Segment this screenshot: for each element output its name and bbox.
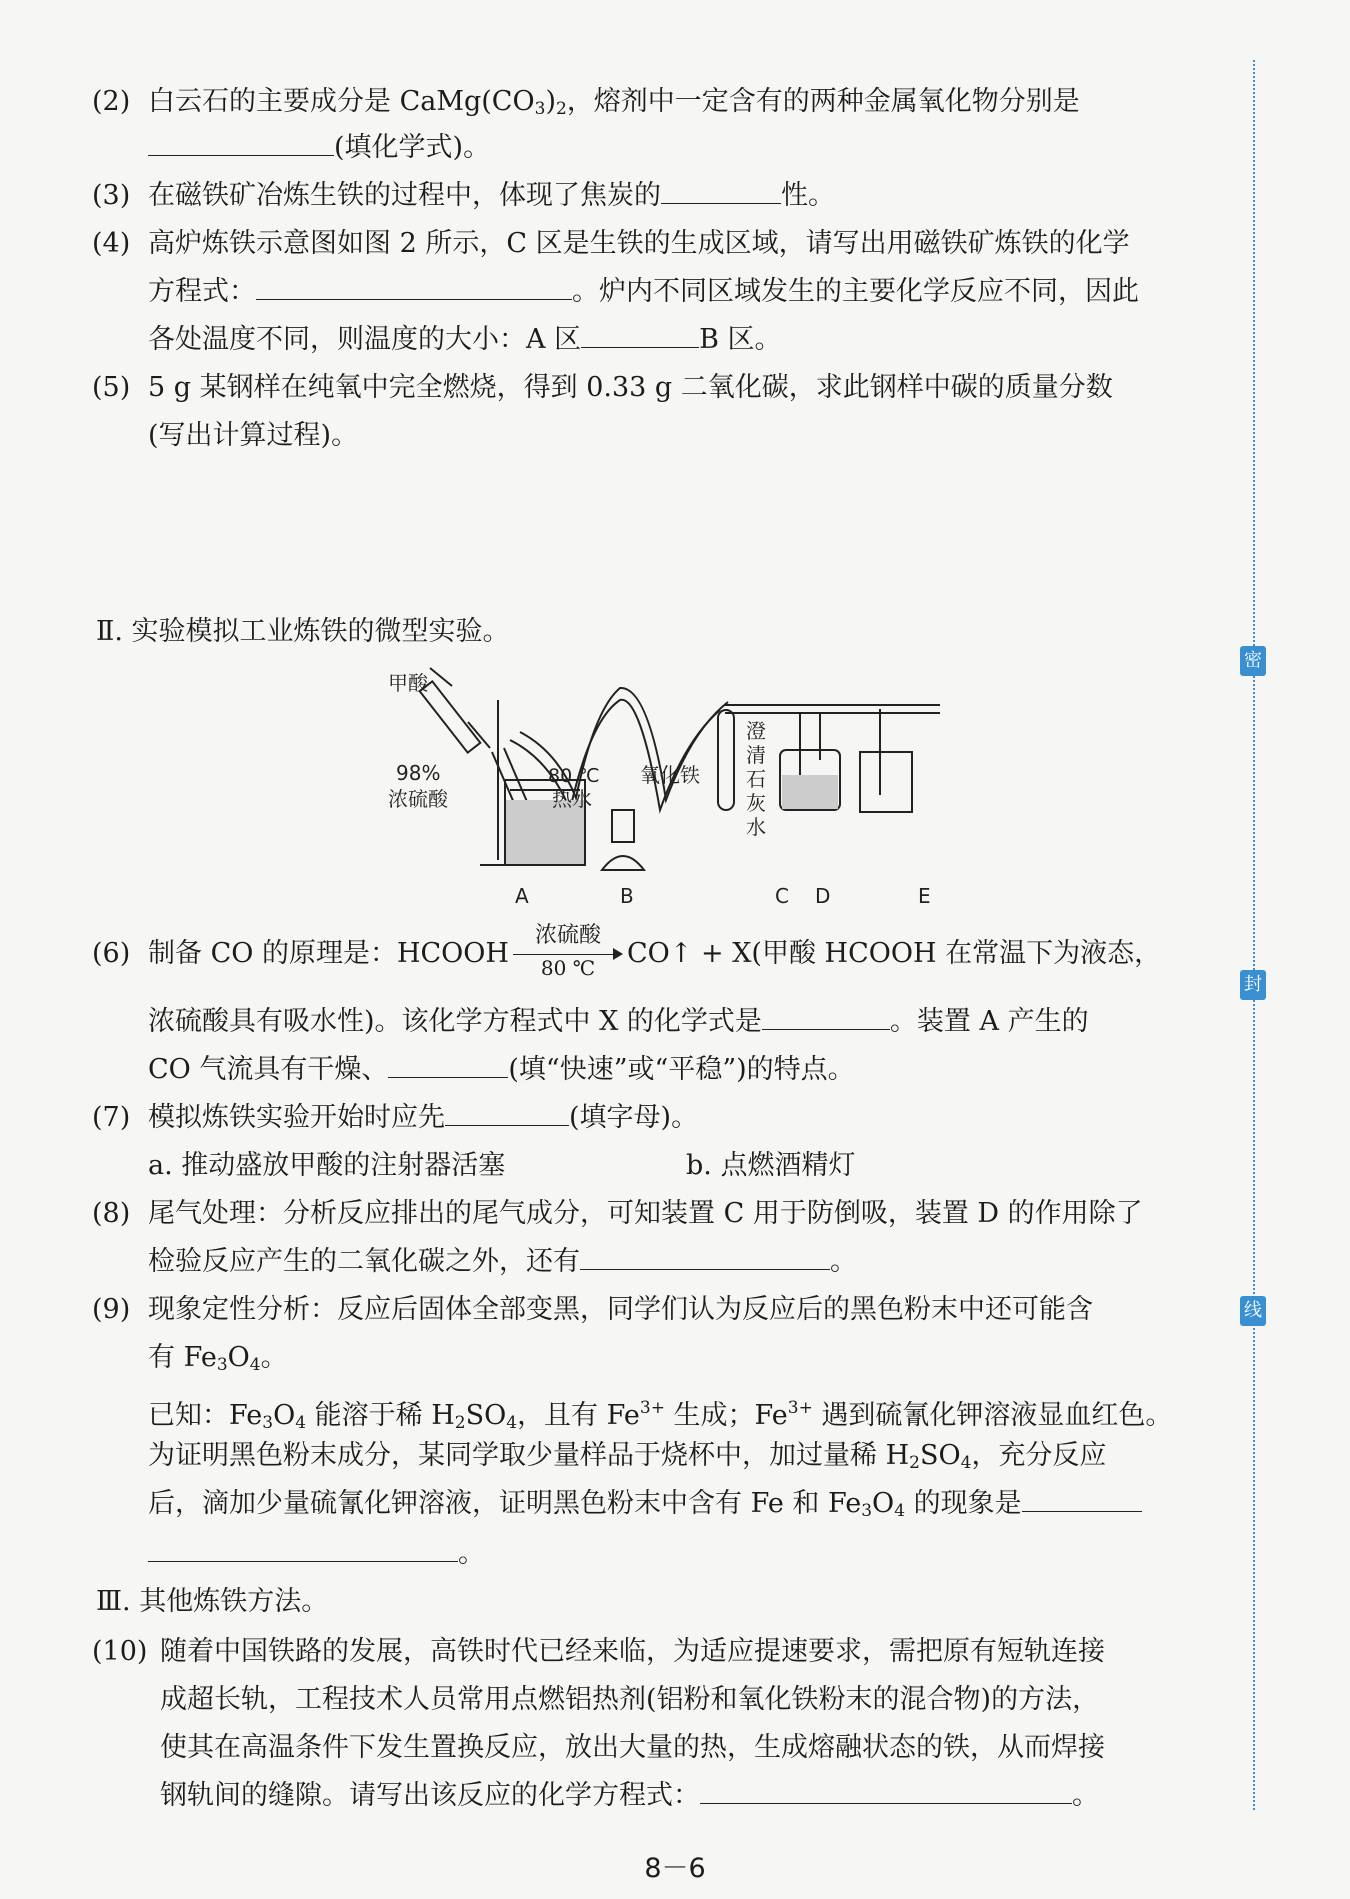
answer-blank[interactable]	[580, 1241, 830, 1270]
question-text	[148, 124, 490, 172]
margin-tag-xian: 线	[1240, 1296, 1266, 1326]
question-text	[148, 268, 1139, 316]
label-A: A	[515, 884, 529, 908]
condition-under: 80 ℃	[540, 956, 596, 980]
question-number: (10)	[92, 1636, 148, 1667]
question-text	[148, 1046, 855, 1094]
question-number: (2)	[92, 86, 131, 117]
text: O	[872, 1488, 895, 1519]
question-number: (4)	[92, 228, 131, 259]
answer-blank[interactable]	[445, 1097, 569, 1126]
answer-blank[interactable]	[661, 175, 781, 204]
text: 生成；Fe	[664, 1400, 788, 1431]
question-text: 高炉炼铁示意图如图 2 所示，C 区是生铁的生成区域，请写出用磁铁矿炼铁的化学	[148, 228, 1130, 259]
label-iron-oxide: 氧化铁	[640, 763, 700, 787]
text: (填化学式)。	[334, 132, 491, 163]
question-text	[148, 1094, 698, 1142]
label-limewater-1: 澄	[746, 719, 766, 743]
text: 制备 CO 的原理是：HCOOH	[148, 938, 509, 969]
text: SO	[919, 1440, 961, 1471]
question-number: (5)	[92, 372, 131, 403]
question-number: (6)	[92, 938, 131, 969]
question-number: (9)	[92, 1294, 131, 1325]
question-text	[148, 998, 1089, 1046]
margin-tag-feng: 封	[1240, 970, 1266, 1000]
question-text	[160, 1772, 1099, 1820]
subscript: 4	[894, 1501, 906, 1521]
text: 模拟炼铁实验开始时应先	[148, 1102, 445, 1133]
text: 。	[458, 1538, 485, 1569]
subscript: 4	[960, 1453, 972, 1473]
subscript: 4	[506, 1413, 518, 1433]
subscript: 4	[249, 1355, 261, 1375]
question-text	[148, 1238, 857, 1286]
label-C: C	[775, 884, 789, 908]
text: O	[227, 1342, 250, 1373]
text: 。	[830, 1246, 857, 1277]
label-limewater-2: 清	[746, 743, 766, 767]
question-text: 使其在高温条件下发生置换反应，放出大量的热，生成熔融状态的铁，从而焊接	[160, 1732, 1105, 1763]
text: 遇到硫氰化钾溶液显血红色。	[812, 1400, 1173, 1431]
answer-blank[interactable]	[388, 1049, 508, 1078]
text: ，且有 Fe	[517, 1400, 640, 1431]
answer-blank[interactable]	[581, 319, 699, 348]
text: B 区。	[699, 324, 782, 355]
text: 的现象是	[905, 1488, 1022, 1519]
text: 钢轨间的缝隙。请写出该反应的化学方程式：	[160, 1780, 700, 1811]
text: 各处温度不同，则温度的大小：A 区	[148, 324, 582, 355]
text: 后，滴加少量硫氰化钾溶液，证明黑色粉末中含有 Fe 和 Fe	[148, 1488, 862, 1519]
question-text	[148, 316, 782, 364]
section-2-heading: Ⅱ. 实验模拟工业炼铁的微型实验。	[96, 616, 510, 647]
answer-blank[interactable]	[256, 271, 572, 300]
question-text: 成超长轨，工程技术人员常用点燃铝热剂(铝粉和氧化铁粉末的混合物)的方法，	[160, 1684, 1100, 1715]
text: 。炉内不同区域发生的主要化学反应不同，因此	[572, 276, 1139, 307]
question-text	[148, 1432, 1106, 1487]
question-text	[148, 923, 1162, 980]
reaction-arrow	[509, 923, 627, 980]
question-text: 5 g 某钢样在纯氧中完全燃烧，得到 0.33 g 二氧化碳，求此钢样中碳的质量分数	[148, 372, 1113, 403]
subscript: 2	[454, 1413, 466, 1433]
subscript: 4	[295, 1413, 307, 1433]
label-acid-name: 浓硫酸	[388, 787, 448, 811]
subscript: 3	[861, 1501, 873, 1521]
option-a[interactable]: a. 推动盛放甲酸的注射器活塞	[148, 1150, 506, 1181]
text: 在磁铁矿冶炼生铁的过程中，体现了焦炭的	[148, 180, 661, 211]
subscript: 2	[555, 99, 567, 119]
text: 。	[260, 1342, 288, 1373]
answer-blank[interactable]	[1022, 1483, 1142, 1512]
text: (填“快速”或“平稳”)的特点。	[508, 1054, 855, 1085]
question-text: 随着中国铁路的发展，高铁时代已经来临，为适应提速要求，需把原有短轨连接	[160, 1636, 1105, 1667]
text: 。	[1072, 1780, 1099, 1811]
condition-over: 浓硫酸	[534, 923, 601, 948]
option-b[interactable]: b. 点燃酒精灯	[686, 1150, 856, 1181]
superscript: 3+	[639, 1398, 665, 1418]
text: ，熔剂中一定含有的两种金属氧化物分别是	[566, 86, 1080, 117]
text: 已知：Fe	[148, 1400, 263, 1431]
text: O	[273, 1400, 296, 1431]
answer-blank[interactable]	[762, 1001, 890, 1030]
text: 方程式：	[148, 276, 256, 307]
text: CO↑ + X(甲酸 HCOOH 在常温下为液态，	[626, 938, 1162, 969]
label-water-temp: 80 ℃	[548, 765, 600, 787]
label-limewater-5: 水	[746, 815, 766, 839]
label-hot-water: 热水	[552, 787, 592, 811]
margin-tag-mi: 密	[1240, 646, 1266, 676]
text: 能溶于稀 H	[306, 1400, 455, 1431]
experiment-apparatus-figure	[380, 660, 1000, 910]
question-text: 尾气处理：分析反应排出的尾气成分，可知装置 C 用于防倒吸，装置 D 的作用除了	[148, 1198, 1143, 1229]
text: 白云石的主要成分是 CaMg(CO	[148, 86, 535, 117]
text: SO	[465, 1400, 507, 1431]
page-number: 8－6	[644, 1853, 706, 1884]
answer-blank[interactable]	[700, 1775, 1072, 1804]
answer-blank[interactable]	[148, 1533, 458, 1562]
question-text: 现象定性分析：反应后固体全部变黑，同学们认为反应后的黑色粉末中还可能含	[148, 1294, 1093, 1325]
subscript: 2	[909, 1453, 920, 1473]
question-text	[148, 1480, 1142, 1535]
section-3-heading: Ⅲ. 其他炼铁方法。	[96, 1586, 329, 1617]
question-text	[148, 1530, 485, 1578]
subscript: 3	[262, 1413, 274, 1433]
text: 有 Fe	[148, 1342, 217, 1373]
question-number: (3)	[92, 180, 131, 211]
text: (填字母)。	[569, 1102, 699, 1133]
text: 性。	[781, 180, 835, 211]
text: ，充分反应	[971, 1440, 1107, 1471]
text: 浓硫酸具有吸水性)。该化学方程式中 X 的化学式是	[148, 1006, 762, 1037]
answer-blank[interactable]	[148, 127, 334, 156]
question-text	[148, 1334, 288, 1389]
question-number: (8)	[92, 1198, 131, 1229]
label-acid-percent: 98%	[396, 761, 441, 785]
question-text	[148, 172, 835, 220]
text: 检验反应产生的二氧化碳之外，还有	[148, 1246, 580, 1277]
text: CO 气流具有干燥、	[148, 1054, 389, 1085]
subscript: 3	[216, 1355, 228, 1375]
label-formic-acid: 甲酸	[388, 671, 428, 695]
text: )	[545, 86, 556, 117]
question-text: (写出计算过程)。	[148, 420, 359, 451]
label-E: E	[918, 884, 931, 908]
superscript: 3+	[787, 1398, 813, 1418]
text: 。装置 A 产生的	[889, 1006, 1089, 1037]
text: 为证明黑色粉末成分，某同学取少量样品于烧杯中，加过量稀 H	[148, 1440, 910, 1471]
binding-dotted-line	[1253, 60, 1255, 1810]
question-number: (7)	[92, 1102, 131, 1133]
label-limewater-3: 石	[746, 767, 766, 791]
subscript: 3	[534, 99, 546, 119]
label-limewater-4: 灰	[746, 791, 766, 815]
label-B: B	[620, 884, 634, 908]
label-D: D	[815, 884, 831, 908]
